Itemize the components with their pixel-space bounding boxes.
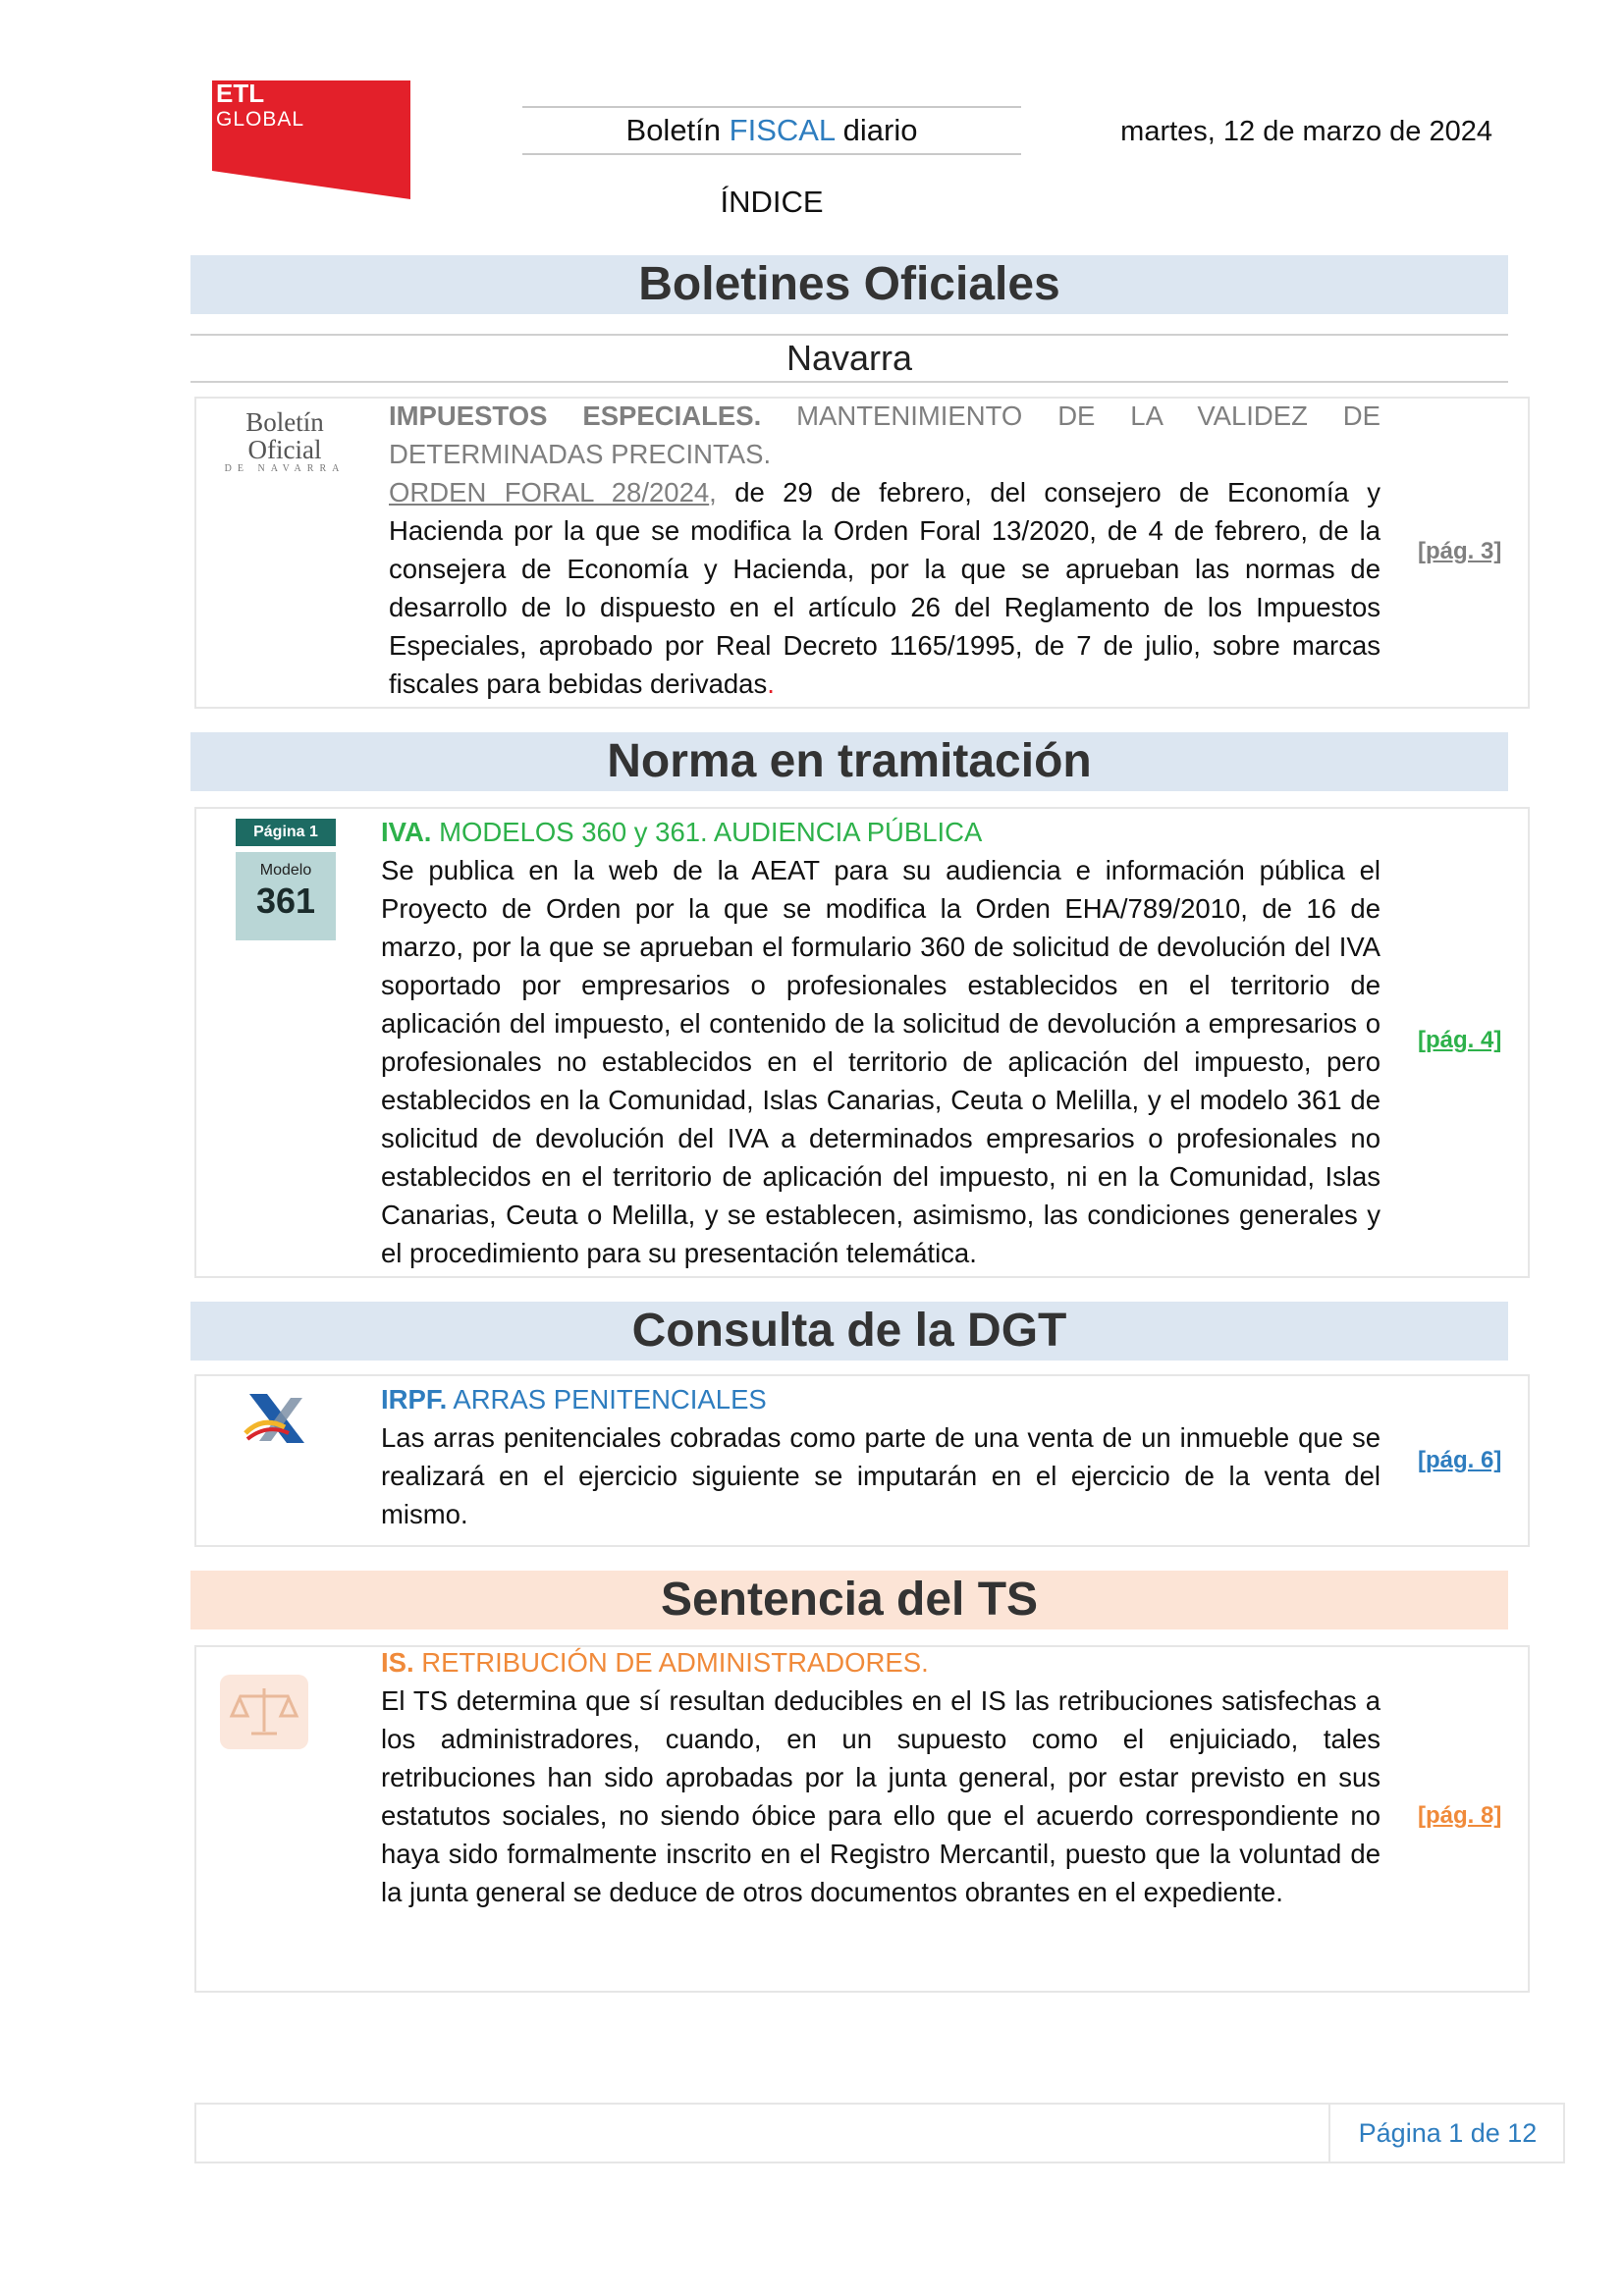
boletin-entry-text (389, 397, 1380, 703)
subsection-navarra: Navarra (190, 334, 1508, 383)
section-title-norma: Norma en tramitación (190, 732, 1508, 791)
bulletin-title-suffix: diario (835, 113, 918, 147)
ts-headline-rest: RETRIBUCIÓN DE ADMINISTRADORES. (413, 1647, 929, 1678)
boletin-headline-rest: MANTENIMIENTO DE LA VALIDEZ DE DETERMINADAS PRECINTAS. (389, 400, 1380, 469)
thumb-modelo-label: Modelo (259, 862, 312, 879)
norma-entry-text (381, 813, 1380, 1272)
thumb-page-label: Página 1 (236, 819, 336, 846)
footer-divider (1328, 2105, 1330, 2162)
boletin-body: de 29 de febrero, del consejero de Economía y Hacienda por la que se modifica la Orden Foral 13/2020, de 4 de febrero, de la consejera de Economía y Hacienda, por la que se aprueban las normas de desarrollo de lo dispuesto en el artículo 26 del Reglamento de los Impuestos Especiales, aprobado por Real Decreto 1165/1995, de 7 de julio, sobre marcas fiscales para bebidas derivadas (389, 477, 1380, 699)
boletin-headline (389, 397, 1380, 473)
thumb-modelo-number: 361 (255, 881, 316, 921)
dgt-headline-strong: IRPF. (381, 1384, 448, 1415)
boletin-navarra-thumbnail (216, 407, 353, 474)
boletin-description (389, 473, 1380, 703)
ts-headline-strong: IS. (381, 1647, 414, 1678)
orden-foral-link[interactable]: ORDEN FORAL 28/2024 (389, 477, 710, 507)
section-title-boletines: Boletines Oficiales (190, 255, 1508, 314)
header-date: martes, 12 de marzo de 2024 (1120, 116, 1492, 147)
bulletin-title (522, 106, 1021, 155)
norma-headline (381, 813, 1380, 851)
footer-page-number: Página 1 de 12 (1358, 2118, 1538, 2148)
bulletin-title-highlight: FISCAL (729, 113, 836, 147)
thumb-modelo-box (236, 852, 336, 940)
index-label: ÍNDICE (720, 185, 824, 219)
norma-body: Se publica en la web de la AEAT para su audiencia e información pública el Proyecto de Orden por la que se modifica la Orden EHA/789/2010, de 16 de marzo, por la que se aprueban el formulario 360 de solicitud de devolución del IVA soportado por empresarios o profesionales establecidos en el territorio de aplicación del impuesto, el contenido de la solicitud de devolución a empresarios o profesionales no establecidos en el territorio de aplicación del impuesto, pero establecidos en la Comunidad, Islas Canarias, Ceuta o Melilla, y el modelo 361 de solicitud de devolución del IVA a determinados empresarios o profesionales no establecidos en el territorio de aplicación del impuesto, ni en la Comunidad, Islas Canarias, Ceuta o Melilla, y se establecen, asimismo, las condiciones generales y el procedimiento para su presentación telemática. (381, 855, 1380, 1268)
norma-headline-rest: MODELOS 360 y 361. AUDIENCIA PÚBLICA (431, 817, 983, 847)
ts-body: El TS determina que sí resultan deducibles en el IS las retribuciones satisfechas a los administradores, cuando, en un supuesto como el enjuiciado, tales retribuciones han sido aprobadas por la junta general, por estar previsto en sus estatutos sociales, no siendo óbice para ello que el acuerdo correspondiente no haya sido formalmente inscrito en el Registro Mercantil, puesto que la voluntad de la junta general se deduce de otros documentos obrantes en el expediente. (381, 1685, 1380, 1907)
logo-text-top: ETL (216, 80, 265, 108)
page-ref-ts[interactable]: [pág. 8] (1418, 1802, 1502, 1829)
ts-entry-text (381, 1643, 1380, 1911)
dgt-headline (381, 1380, 1380, 1418)
agencia-tributaria-icon (242, 1388, 312, 1447)
dgt-entry-text (381, 1380, 1380, 1533)
logo-text-bottom: GLOBAL (216, 108, 305, 131)
thumb-subtitle: DE NAVARRA (224, 463, 346, 474)
ts-headline (381, 1643, 1380, 1682)
dgt-headline-rest: ARRAS PENITENCIALES (447, 1384, 767, 1415)
boletin-headline-strong: IMPUESTOS ESPECIALES. (389, 400, 762, 431)
modelo-361-thumbnail (236, 819, 336, 940)
boletin-body-end: . (767, 668, 775, 699)
dgt-body: Las arras penitenciales cobradas como parte de una venta de un inmueble que se realizará en el ejercicio siguiente se imputarán en el ejercicio de la venta del mismo. (381, 1422, 1380, 1529)
bulletin-title-prefix: Boletín (625, 113, 730, 147)
page-footer (194, 2103, 1565, 2163)
section-title-dgt: Consulta de la DGT (190, 1302, 1508, 1361)
etl-global-logo (212, 80, 410, 199)
thumb-title: Boletín Oficial (245, 407, 324, 464)
section-title-ts: Sentencia del TS (190, 1571, 1508, 1629)
link-after: , (709, 477, 717, 507)
page-ref-norma[interactable]: [pág. 4] (1418, 1027, 1502, 1053)
page-ref-boletin[interactable]: [pág. 3] (1418, 538, 1502, 564)
norma-headline-strong: IVA. (381, 817, 432, 847)
page-ref-dgt[interactable]: [pág. 6] (1418, 1447, 1502, 1473)
scales-of-justice-icon (220, 1675, 308, 1749)
